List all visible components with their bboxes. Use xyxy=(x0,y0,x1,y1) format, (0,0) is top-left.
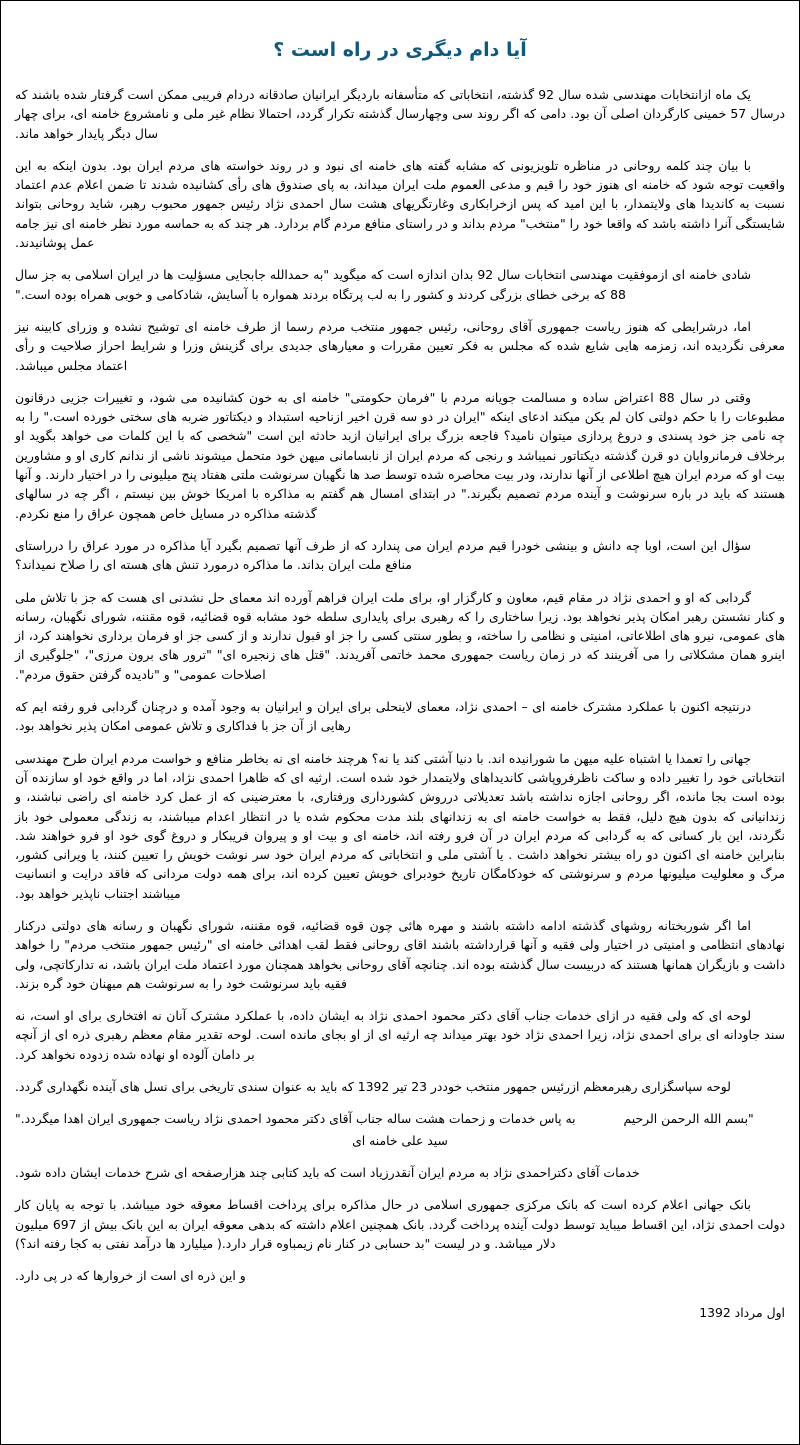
quote-bismillah: "بسم الله الرحمن الرحیم xyxy=(623,1111,754,1127)
paragraph-4: اما، درشرایطی که هنوز ریاست جمهوری آقای روحانی، رئیس جمهور منتخب مردم رسما از طرف خامنه ای توشیح نشده و وزرای کابینه نیز معرفی نگردیده اند، زمزمه هایی شایع شده که مجلس به فکر تعیین مقررات و معیارهای جدیدی برای گزینش وزرا و شرایط احراز صلاحیت و رأی اعتماد مجلس میباشد. xyxy=(15,318,785,373)
paragraph-6: سؤال این است، اوبا چه دانش و بینشی خودرا قیم مردم ایران می پندارد که از طرف آنها تصمیم بگیرد آیا مذاکره در مورد عراق را درراستای منافع ملت ایران بداند. ما مذاکره درمورد تنش های هسته ای را صلاح نمیداند؟ xyxy=(15,537,751,573)
paragraph-12: لوحه سپاسگزاری رهبرمعظم ازرئیس جمهور منتخب خوددر 23 تیر 1392 که باید به عنوان سندی تاریخی برای نسل های آینده نگهداری گردد. xyxy=(15,1079,731,1095)
paragraph-5: وقتی در سال 88 اعتراض ساده و مسالمت جویانه مردم با "فرمان حکومتی" خامنه ای به خون کشانیده می شود، و تغییرات جزیی درقانون مطبوعات را با حکم دولتی کان لم یکن میکند ادعای اینکه "ایران در دو سه قرن اخیر ازناحیه استبداد و دیکتاتور ضربه های سختی خورده است." را به چه نامی جز خود پسندی و دروغ پردازی میتوان نامید؟ فاجعه بزرگ برای ایرانیان ازبد حادثه این است "شخصی که با این کلمات می خواهد بگوید او برخلاف فرمانروایان دو قرن گذشته دیکتاتور نمیباشد و رنجی که مردم ایران از نابسامانی میهن خود متحمل میشوند ناشی از ندانم کاری او و مشاورین بیت او که مردم ایران هیچ اطلاعی از آنها ندارند، ودر بیت محاصره شده توسط صد ها نگهبان سرنوشت ملتی هفتاد پنج میلیونی را در اختیار دارند. و آنها هستند که باید در باره سرنوشت و آینده مردم تصمیم بگیرند." در ابتدای امسال هم گفتم به مذاکره با امریکا خوش بین نیستم ، اگر چه در سالهای گذشته مذاکره در مسایل خاص همچون عراق را منع نکردم. xyxy=(15,389,785,521)
quote-signature: سید علی خامنه ای xyxy=(352,1132,448,1148)
paragraph-9: جهانی را تعمدا یا اشتباه علیه میهن ما شورانیده اند. با دنیا آشتی کند یا نه؟ هرچند خامنه ای نه بخاطر منافع و خواست مردم ایران طرح مهندسی انتخاباتی خود را تغییر داده و ساکت ناظرفروپاشی کاندیداهای ولایتمدار خود شده است. ارثیه ای که ظاهرا احمدی نژاد، اما در واقع خود او سازنده آن بوده است بجا مانده، اگر روحانی اجازه نداشته باشد تعدیلاتی درروش کشورداری ورفتاری، با معترضینی که از عمل کرد خامنه ای راضی نباشند، و زندانیانی که بدون هیچ دلیل، فقط به خواست خامنه ای به زندانهای بلند مدت محکوم شده یا در انتظار اعدام میباشند، به زندگی معمولی خود باز نگردند، این بار کسانی که به گردابی که مردم ایران در آن فرو رفته اند، خامنه ای و بیت او و پیروان فریبکار و دروغ گوی خود او فرو خواهند شد. بنابراین خامنه ای اکنون دو راه بیشتر نخواهد داشت . یا آشتی ملی و انتخاباتی که مردم ایران خود سر نوشت خویش را تعیین کنند، یا ویرانی کشور، مرگ و معلولیت میلیونها مردم و سرنوشتی که خودکامگان تاریخ خودبرای خویش تعیین کرده اند، برای همه دولت مردانی که فاقد درایت و انسانیت میباشند اجتناب ناپذیر خواهد بود. xyxy=(15,750,785,901)
paragraph-1: یک ماه ازانتخابات مهندسی شده سال 92 گذشته، انتخاباتی که متأسفانه باردیگر ایرانیان صادقانه دردام فریبی ممکن است گرفتار شده باشند که درسال 57 خمینی کارگردان اصلی آن بود. دامی که اگر روند سی وچهارسال گذشته تکرار گردد، احتمالا نظام غیر ملی و نامشروع خامنه ای، برای چهار سال دیگر پایدار خواهد ماند. xyxy=(15,87,785,141)
paragraph-2: با بیان چند کلمه روحانی در مناظره تلویزیونی که مشابه گفته های خامنه ای نبود و در روند خواسته های مردم ایران بود. بدون اینکه به این واقعیت توجه شود که خامنه ای هنوز خود را قیم و مدعی العموم ملت ایران میداند، به پای صندوق های رأی کشانیده شدند تا ضمن اعلام عدم اعتماد نسبت به کاندیدا های ولایتمدار، با این امید که پس ازخرابکاری وغارتگریهای هشت سال احمدی نژاد رئیس جمهور محبوب رهبر، شاید روحانی بتواند شایستگی آنرا داشته باشد که واقعا خود را "منتخب" مردم بداند و در راستای منافع مردم گام بردارد. هر چند که به حماسه مورد نظر خامنه ای نیز جامه عمل پوشانیدند. xyxy=(15,157,785,251)
paragraph-3: شادی خامنه ای ازموفقیت مهندسی انتخابات سال 92 بدان اندازه است که میگوید "به حمدالله جابجایی مسؤلیت ها در ایران اسلامی به جز سال 88 که برخی خطای بزرگی کردند و کشور را به لب پرتگاه بردند همواره با آسایش، شادکامی و خوبی همراه بوده است." xyxy=(15,267,751,302)
date-stamp: اول مرداد 1392 xyxy=(699,1305,785,1321)
award-quote xyxy=(15,1109,785,1128)
paragraph-8: درنتیجه اکنون با عملکرد مشترک خامنه ای – احمدی نژاد، معمای لاینحلی برای ایران و ایرانیان به وجود آمده و درچنان گردابی فرو رفته ایم که رهایی از آن جز با فداکاری و تلاش عمومی امکان پذیر نخواهد بود. xyxy=(15,699,751,734)
page-title: آیا دام دیگری در راه است ؟ xyxy=(273,39,527,61)
paragraph-10: اما اگر شوربختانه روشهای گذشته ادامه داشته باشند و مهره هائی چون قوه قضائیه، قوه مقننه، شورای نگهبان و رسانه های دولتی درکنار نهادهای انتظامی و امنیتی در اختیار ولی فقیه و آنها قرارداشته باشند اقای روحانی فقط لقب اهدائی خامنه ای "رئیس جمهور منتخب مردم" را خواهد داشت و بازیگران همانها هستند که دربیست سال گذشته بوده اند. چنانچه آقای روحانی بخواهد همچنان مورد اعتماد ملت ایران باشد، نه تدارکاتچی، ولی فقیه باید سرنوشت خود را به سرنوشت هم میهنان خود گره بزند. xyxy=(15,917,785,991)
quote-text: به پاس خدمات و زحمات هشت ساله جناب آقای دکتر محمود احمدی نژاد ریاست جمهوری ایران اهدا میگردد." xyxy=(15,1111,576,1127)
closing-paragraph-3: و این ذره ای است از خروارها که در پی دارد. xyxy=(15,1268,246,1284)
paragraph-7: گردابی که او و احمدی نژاد در مقام قیم، معاون و کارگزار او، برای ملت ایران فراهم آورده اند معمای حل نشدنی ای هست که جز با تلاش ملی و کنار نشستن رهبر امکان پذیر نخواهد بود. زیرا ساختاری را که رهبری برای پایداری سلطه خود مشابه قوه قضائیه، قوه مقننه، شورای نگهبان، رسانه های عمومی، نیرو های اطلاعاتی، امنیتی و نظامی را ساخته، و بطور سنتی کسی را جز او قبول ندارند و از کسی جز او فرمان برداری نخواهند کرد، از اینرو همان مشکلاتی را می آفرینند که در زمان ریاست جمهوری محمد خاتمی آفریدند. "قتل های زنجیره ای" "ترور های برون مرزی"، "جلوگیری از اصلاحات عمومی" و "نادیده گرفتن حقوق مردم". xyxy=(15,589,785,682)
closing-paragraph-2: بانک جهانی اعلام کرده است که بانک مرکزی جمهوری اسلامی در حال مذاکره برای پرداخت اقساط معوقه خود میباشد. با توجه به پایان کار دولت احمدی نژاد، این اقساط میباید توسط دولت آینده پرداخت گردد. بانک همچنین اعلام داشته که بدهی معوقه ایران به این بانک بیش از 697 میلیون دلار میباشد. و در لیست "بد حسابی در کنار نام زیمباوه قرار دارد.( میلیارد ها درآمد نفتی به کجا رفته اند؟) xyxy=(15,1197,786,1251)
paragraph-11: لوحه ای که ولی فقیه در ازای خدمات جناب آقای دکتر محمود احمدی نژاد به ایشان داده، با عملکرد مشترک آنان نه افتخاری برای او است، نه سند جاودانه ای برای احمدی نژاد، زیرا احمدی نژاد خود بهتر میداند چه ارثیه ای از او بجای مانده است. لوحه تقدیر مقام معظم رهبری ذره ای از آنچه بر دامان آلوده او نهاده شده زدوده نخواهد کرد. xyxy=(15,1008,785,1062)
closing-paragraph-1: خدمات آقای دکتراحمدی نژاد به مردم ایران آنقدرزیاد است که باید کتابی چند هزارصفحه ای شرح خدمات ایشان داده شود. xyxy=(15,1164,640,1180)
document-body xyxy=(1,1,799,1323)
